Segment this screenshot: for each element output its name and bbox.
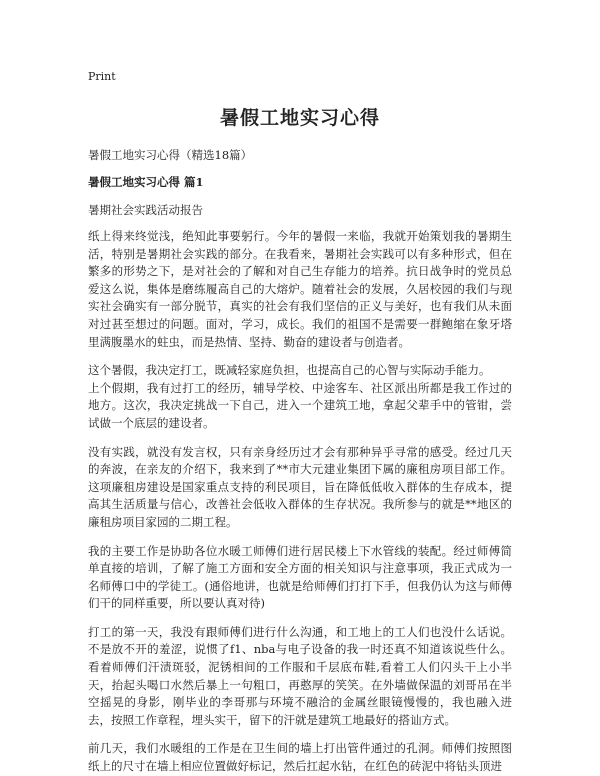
section-heading: 暑假工地实习心得 篇1 (88, 175, 204, 189)
document-subtitle: 暑假工地实习心得（精选18篇） (88, 148, 253, 162)
report-title: 暑期社会实践活动报告 (88, 203, 203, 217)
paragraph: 没有实践，就没有发言权，只有亲身经历过才会有那种异乎寻常的感受。经过几天的奔波，在亲友的介绍下，我来到了**市大元建业集团下属的廉租房项目部工作。这项廉租房建设是国家重点支持的利民项目，旨在降低低收入群体的生存成本，提高其生活质量与信心，改善社会低收入群体的生存状况。我所参与的就是**地区的廉租房项目家园的二期工程。 (88, 444, 512, 529)
paragraph: 打工的第一天，我没有跟师傅们进行什么沟通，和工地上的工人们也没什么话说。不是放不开的羞涩，说惯了f1、nba与电子设备的我一时还真不知道该说些什么。看着师傅们汗渍斑驳，泥锈相间的工作服和千层底布鞋,看着工人们闪头干上小半天，抬起头喝口水然后暴上一句粗口，再憨厚的笑笑。在外墙做保温的刘哥吊在半空摇晃的身影，刚毕业的李哥那与环境不融洽的金属丝眼镜慢慢的，我也融入进去，按照工作章程，埋头实干，留下的汗就是建筑工地最好的搭讪方式。 (88, 624, 512, 727)
print-label: Print (88, 70, 116, 83)
paragraph: 前几天，我们水暖组的工作是在卫生间的墙上打出管件通过的孔洞。师傅们按照图纸上的尺寸在墙上相应位置做好标记，然后扛起水钻，在红色的砖泥中将钻头顶进 (88, 741, 512, 774)
paragraph: 我的主要工作是协助各位水暖工师傅们进行居民楼上下水管线的装配。经过师傅简单直接的培训，了解了施工方面和安全方面的相关知识与注意事项，我正式成为一名师傅口中的学徒工。(通俗地讲，也就是给师傅们打打下手，但我仍认为这与师傅们干的同样重要，所以要认真对待) (88, 543, 512, 611)
paragraph: 纸上得来终觉浅，绝知此事要躬行。今年的暑假一来临，我就开始策划我的暑期生活，特别是暑期社会实践的部分。在我看来，暑期社会实践可以有多种形式，但在繁多的形势之下，是对社会的了解和对自己生存能力的培养。抗日战争时的党员总爱这么说，集体是磨练履高自己的大熔炉。随着社会的发展，久居校园的我们与现实社会确实有一部分脱节，真实的社会有我们坚信的正义与美好，也有我们从未面对过甚至想过的问题。面对，学习，成长。我们的祖国不是需要一群鲍缩在象牙塔里满腹墨水的蛀虫，而是热情、坚持、勤奋的建设者与创造者。 (88, 229, 512, 349)
paragraph: 上个假期，我有过打工的经历，辅导学校、中途客车、社区派出所都是我工作过的地方。这次，我决定挑战一下自己，进入一个建筑工地，拿起父辈手中的管钳，尝试做一个底层的建设者。 (88, 380, 512, 430)
document-title: 暑假工地实习心得 (219, 107, 380, 129)
paragraph: 这个暑假，我决定打工，既减轻家庭负担，也提高自己的心智与实际动手能力。 (88, 363, 491, 378)
